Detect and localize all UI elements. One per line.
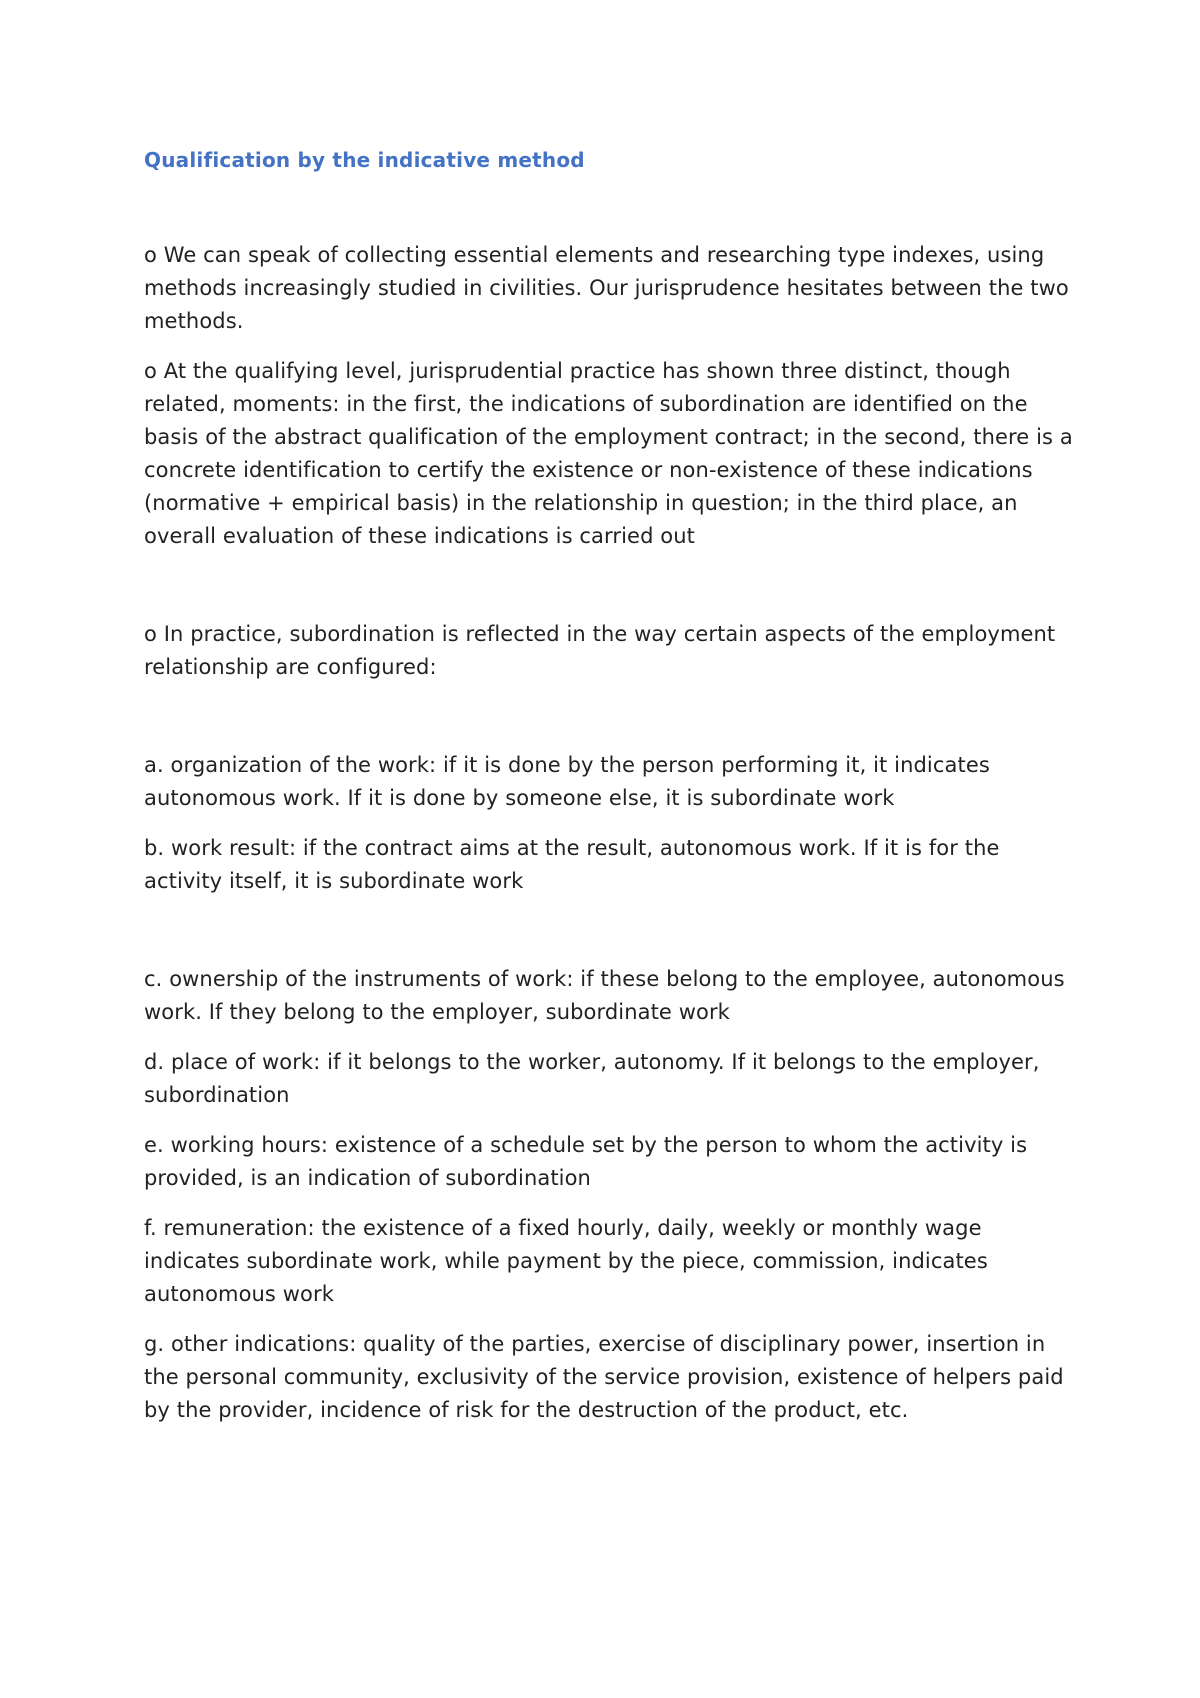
list-item-organization: a. organization of the work: if it is done by the person performing it, it indicates autonomous work. If it is done by someone else, it is subordinate work [144,753,990,810]
list-item-working-hours: e. working hours: existence of a schedule set by the person to whom the activity is provided, is an indication of subordination [144,1133,1028,1190]
document-body [144,146,1074,1427]
list-item-ownership: c. ownership of the instruments of work: if these belong to the employee, autonomous work. If they belong to the employer, subordinate work [144,967,1065,1024]
document-title: Qualification by the indicative method [144,148,585,172]
list-item-work-result: b. work result: if the contract aims at the result, autonomous work. If it is for the activity itself, it is subordinate work [144,836,1000,893]
list-item-remuneration: f. remuneration: the existence of a fixed hourly, daily, weekly or monthly wage indicates subordinate work, while payment by the piece, commission, indicates autonomous work [144,1216,988,1306]
spacer [144,1311,1074,1328]
spacer [144,898,1074,963]
spacer [144,1112,1074,1129]
paragraph-methods: o We can speak of collecting essential elements and researching type indexes, using methods increasingly studied in civilities. Our jurisprudence hesitates between the two methods. [144,243,1069,333]
list-item-place-of-work: d. place of work: if it belongs to the worker, autonomy. If it belongs to the employer, subordination [144,1050,1040,1107]
paragraph-in-practice: o In practice, subordination is reflected in the way certain aspects of the employment relationship are configured: [144,622,1056,679]
spacer [144,174,1074,239]
spacer [144,1029,1074,1046]
spacer [144,1195,1074,1212]
spacer [144,553,1074,618]
paragraph-qualifying-level: o At the qualifying level, jurisprudential practice has shown three distinct, though related, moments: in the first, the indications of subordination are identified on the basis of the abstract qualification of the employment contract; in the second, there is a concrete identification to certify the existence or non-existence of these indications (normative + empirical basis) in the relationship in question; in the third place, an overall evaluation of these indications is carried out [144,359,1073,548]
spacer [144,815,1074,832]
spacer [144,338,1074,355]
spacer [144,684,1074,749]
list-item-other-indications: g. other indications: quality of the parties, exercise of disciplinary power, insertion in the personal community, exclusivity of the service provision, existence of helpers paid by the provider, incidence of risk for the destruction of the product, etc. [144,1332,1064,1422]
